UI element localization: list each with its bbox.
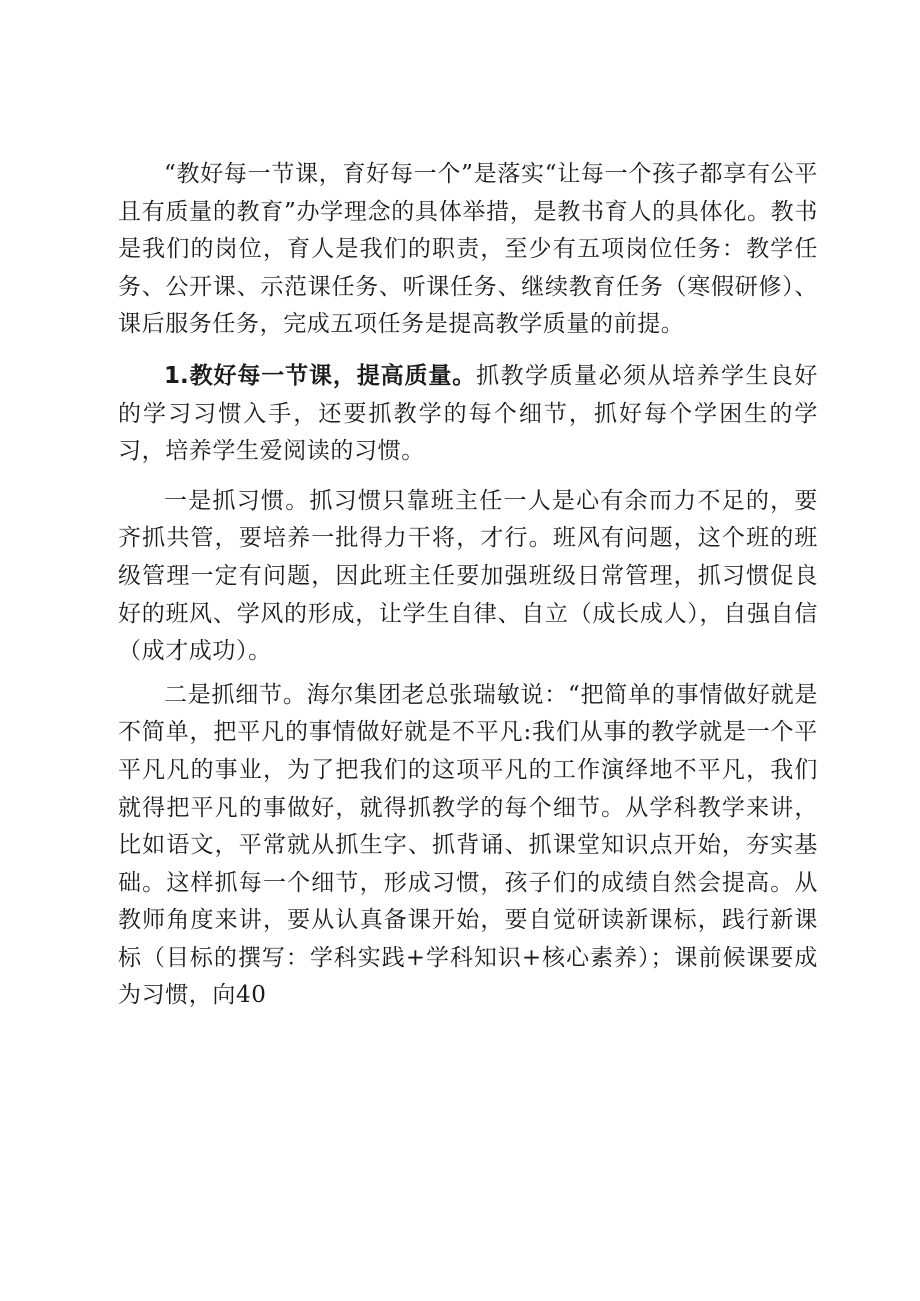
section-1-paragraph bbox=[118, 358, 818, 471]
intro-paragraph: “教好每一节课，育好每一个”是落实“让每一个孩子都享有公平且有质量的教育”办学理念的具体举措，是教书育人的具体化。教书是我们的岗位，育人是我们的职责，至少有五项岗位任务：教学任务、公开课、示范课任务、听课任务、继续教育任务（寒假研修）、课后服务任务，完成五项任务是提高教学质量的前提。 bbox=[118, 161, 818, 338]
document-body bbox=[118, 156, 818, 1015]
habit-paragraph: 一是抓习惯。抓习惯只靠班主任一人是心有余而力不足的，要齐抓共管，要培养一批得力干将，才行。班风有问题，这个班的班级管理一定有问题，因此班主任要加强班级日常管理，抓习惯促良好的班风、学风的形成，让学生自律、自立（成长成人），自强自信（成才成功）。 bbox=[118, 487, 818, 665]
detail-paragraph: 二是抓细节。海尔集团老总张瑞敏说：“把简单的事情做好就是不简单，把平凡的事情做好就是不平凡:我们从事的教学就是一个平平凡凡的事业，为了把我们的这项平凡的工作演绎地不平凡，我们就得把平凡的事做好，就得抓教学的每个细节。从学科教学来讲，比如语文，平常就从抓生字、抓背诵、抓课堂知识点开始，夯实基础。这样抓每一个细节，形成习惯，孩子们的成绩自然会提高。从教师角度来讲，要从认真备课开始，要自觉研读新课标，践行新课标（目标的撰写：学科实践+学科知识+核心素养）；课前候课要成为习惯，向40 bbox=[118, 681, 818, 1009]
section-1-text: 抓教学质量必须从培养学生良好的学习习惯入手，还要抓教学的每个细节，抓好每个学困生的学习，培养学生爱阅读的习惯。 bbox=[118, 362, 818, 465]
section-1-heading: 1.教好每一节课，提高质量。 bbox=[164, 362, 477, 389]
